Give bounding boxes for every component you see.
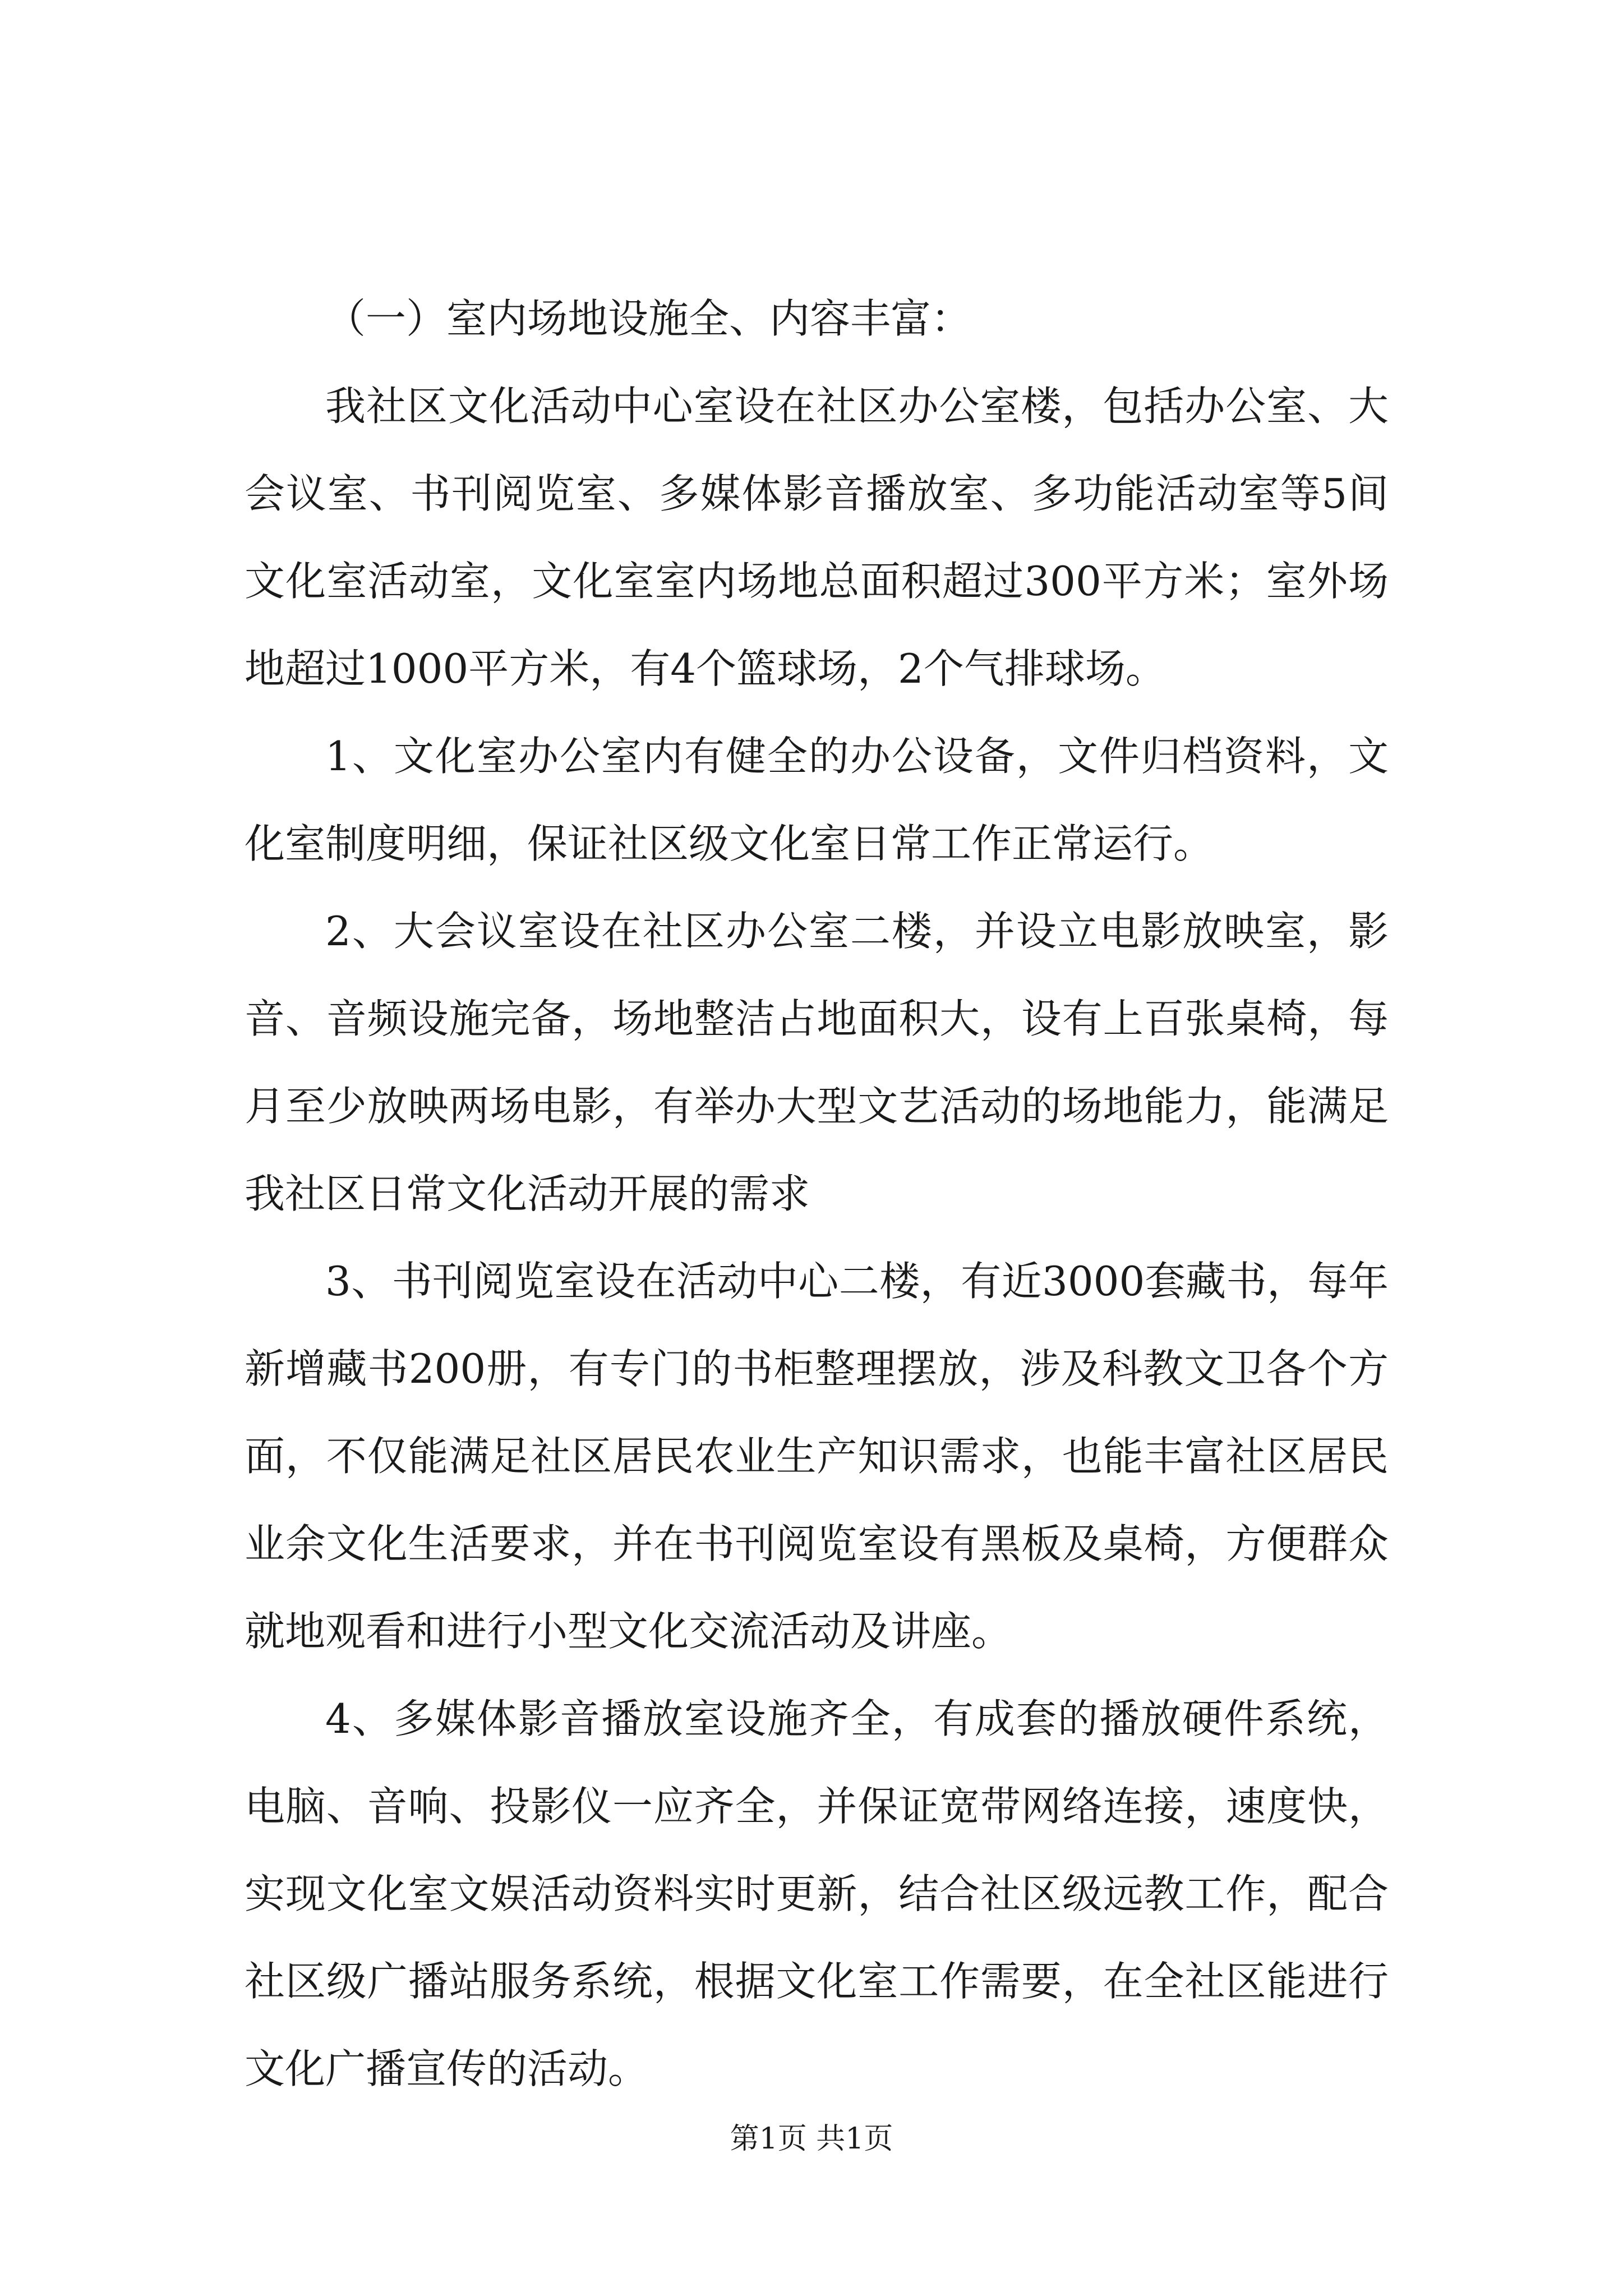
paragraph-item-1: 1、文化室办公室内有健全的办公设备，文件归档资料，文化室制度明细，保证社区级文化室日常工作正常运行。 bbox=[245, 733, 1389, 867]
section-heading: （一）室内场地设施全、内容丰富： bbox=[325, 295, 972, 342]
document-body bbox=[245, 275, 1389, 2113]
paragraph-item-2: 2、大会议室设在社区办公室二楼，并设立电影放映室，影音、音频设施完备，场地整洁占地面积大，设有上百张桌椅，每月至少放映两场电影，有举办大型文艺活动的场地能力，能满足我社区日常文化活动开展的需求 bbox=[245, 908, 1389, 1217]
paragraph-item-3: 3、书刊阅览室设在活动中心二楼，有近3000套藏书，每年新增藏书200册，有专门的书柜整理摆放，涉及科教文卫各个方面，不仅能满足社区居民农业生产知识需求，也能丰富社区居民业余文化生活要求，并在书刊阅览室设有黑板及桌椅，方便群众就地观看和进行小型文化交流活动及讲座。 bbox=[245, 1258, 1389, 1655]
paragraph-intro: 我社区文化活动中心室设在社区办公室楼，包括办公室、大会议室、书刊阅览室、多媒体影音播放室、多功能活动室等5间文化室活动室，文化室室内场地总面积超过300平方米；室外场地超过1000平方米，有4个篮球场，2个气排球场。 bbox=[245, 383, 1389, 692]
page-footer: 第1页 共1页 bbox=[730, 2122, 893, 2156]
paragraph-item-4: 4、多媒体影音播放室设施齐全，有成套的播放硬件系统，电脑、音响、投影仪一应齐全，并保证宽带网络连接，速度快，实现文化室文娱活动资料实时更新，结合社区级远教工作，配合社区级广播站服务系统，根据文化室工作需要，在全社区能进行文化广播宣传的活动。 bbox=[245, 1695, 1389, 2092]
